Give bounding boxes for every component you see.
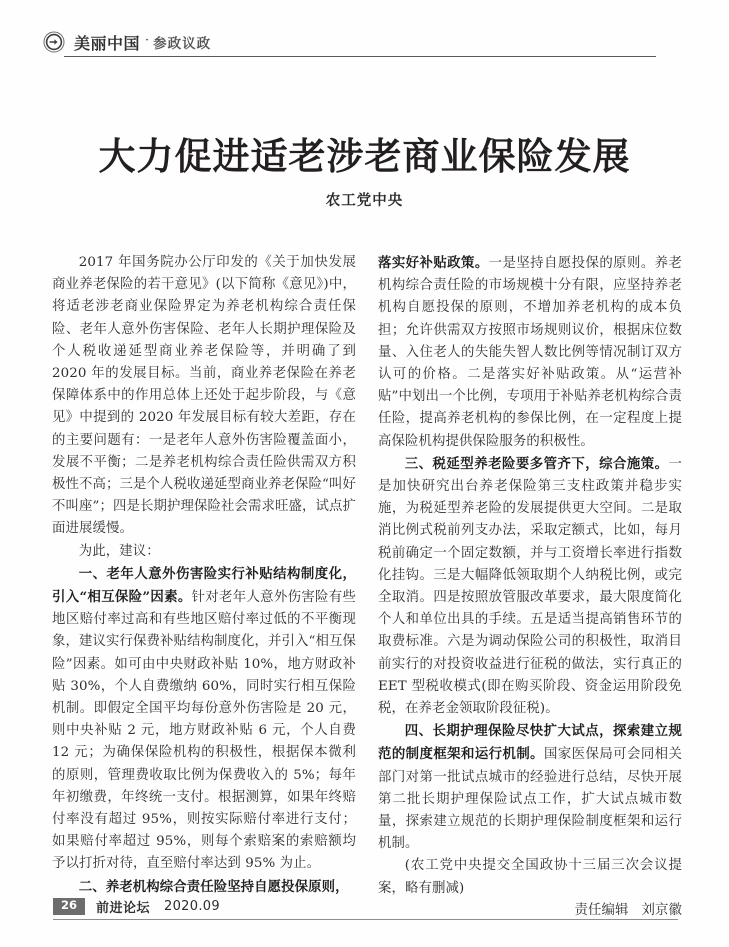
header-separator: · xyxy=(145,32,150,48)
magazine-name: 前进论坛 xyxy=(96,901,151,916)
header-subtitle: 参政议政 xyxy=(153,36,212,52)
paragraph-section-three xyxy=(378,453,682,720)
circle-arrow-right-icon xyxy=(43,31,65,53)
footer-divider xyxy=(53,919,678,920)
paragraph-section-two-cont xyxy=(378,252,682,453)
section-body-four: 国家医保局可会同相关部门对第一批试点城市的经验进行总结，尽快开展第二批长期护理保险试点工作，扩大试点城市数量，探索建立规范的长期护理保险制度框架和运行机制。 xyxy=(378,747,683,852)
paragraph: 为此，建议： xyxy=(78,543,160,559)
section-heading-two: 二、养老机构综合责任险坚持自愿投保原则， xyxy=(78,878,349,895)
source-note: (农工党中央提交全国政协十三届三次会议提案，略有删减) xyxy=(378,858,682,896)
paragraph: 2017 年国务院办公厅印发的《关于加快发展商业养老保险的若干意见》(以下简称《意见》)中，将适老涉老商业保险界定为养老机构综合责任保险、老年人意外伤害保险、老年人长期护理保险及个人税收递延型商业养老保险等，并明确了到 2020 年的发展目标。当前，商业养老保险在养老保障体系中的作用总体上还处于起步阶段，与《意见》中提到的 2020 年发展目标有较大差距，存在的主要问题有：一是老年人意外伤害险覆盖面小，发展不平衡；二是养老机构综合责任险供需双方积极性不高；三是个人税收递延型商业养老保险“叫好不叫座”；四是长期护理保险社会需求旺盛，试点扩面进展缓慢。 xyxy=(52,255,356,537)
editor-name: 刘京徽 xyxy=(641,902,682,918)
section-heading-one: 一、老年人意外伤害险实行补贴结构制度化，引入“相互保险”因素。 xyxy=(52,565,356,606)
header-title: 美丽中国 xyxy=(74,33,141,53)
header-divider xyxy=(64,56,656,57)
section-heading-four: 四、长期护理保险尽快扩大试点，探索建立规范的制度框架和运行机制。 xyxy=(378,723,682,763)
paragraph-section-four xyxy=(378,720,682,855)
editor-label: 责任编辑 xyxy=(574,902,629,918)
section-body-two: 一是坚持自愿投保的原则。养老机构综合责任险的市场规模十分有限，应坚持养老机构自愿投保的原则，不增加养老机构的成本负担；允许供需双方按照市场规则议价，根据床位数量、入住老人的失能失智人数比例等情况制订双方认可的价格。二是落实好补贴政策。从“运营补贴”中划出一个比例，专项用于补贴养老机构综合责任险，提高养老机构的参保比例，在一定程度上提高保险机构提供保险服务的积极性。 xyxy=(378,256,682,449)
section-body-one: 针对老年人意外伤害险有些地区赔付率过高和有些地区赔付率过低的不平衡现象，建议实行保费补贴结构制度化，并引入“相互保险”因素。如可由中央财政补贴 10%，地方财政补贴 30%，个人自费缴纳 60%，同时实行相互保险机制。即假定全国平均每份意外伤害险是 20 元，则中央补贴 2 元，地方财政补贴 6 元，个人自费 12 元；为确保保险机构的积极性，根据保本微利的原则，管理费收取比例为保费收入的 5%；每年年初缴费，年终统一支付。根据测算，如果年终赔付率没有超过 95%，则按实际赔付率进行支付；如果赔付率超过 95%，则每个索赔案的索赔额均予以打折对待，直至赔付率达到 95% 为止。 xyxy=(52,590,356,872)
paragraph-section-one xyxy=(52,563,356,876)
right-column xyxy=(378,252,682,922)
page-footer xyxy=(53,897,220,916)
running-header xyxy=(43,27,658,57)
section-body-three: 一是加快研究出台养老保险第三支柱政策并稳步实施，为税延型养老险的发展提供更大空间。二是取消比例式税前列支办法，采取定额式，比如，每月税前确定一个固定数额，并与工资增长率进行指数化挂钩。三是大幅降低领取期个人纳税比例，或完全取消。四是按照放管服改革要求，最大限度简化个人和单位出具的手续。五是适当提高销售环节的取费标准。六是为调动保险公司的积极性，取消目前实行的对投资收益进行征税的做法，实行真正的 EET 型税收模式(即在购买阶段、资金运用阶段免税，在养老金领取阶段征税)。 xyxy=(378,456,682,717)
paragraph-section-two-start xyxy=(52,876,356,899)
issue-date: 2020.09 xyxy=(164,899,220,914)
article-body xyxy=(52,252,682,922)
page-title: 大力促进适老涉老商业保险发展 xyxy=(98,135,631,178)
page-number-badge: 26 xyxy=(53,898,85,915)
article-byline: 农工党中央 xyxy=(325,193,404,209)
section-heading-two-cont: 落实好补贴政策。 xyxy=(378,255,489,271)
left-column xyxy=(52,252,356,922)
section-heading-three: 三、税延型养老险要多管齐下，综合施策。 xyxy=(404,455,669,472)
